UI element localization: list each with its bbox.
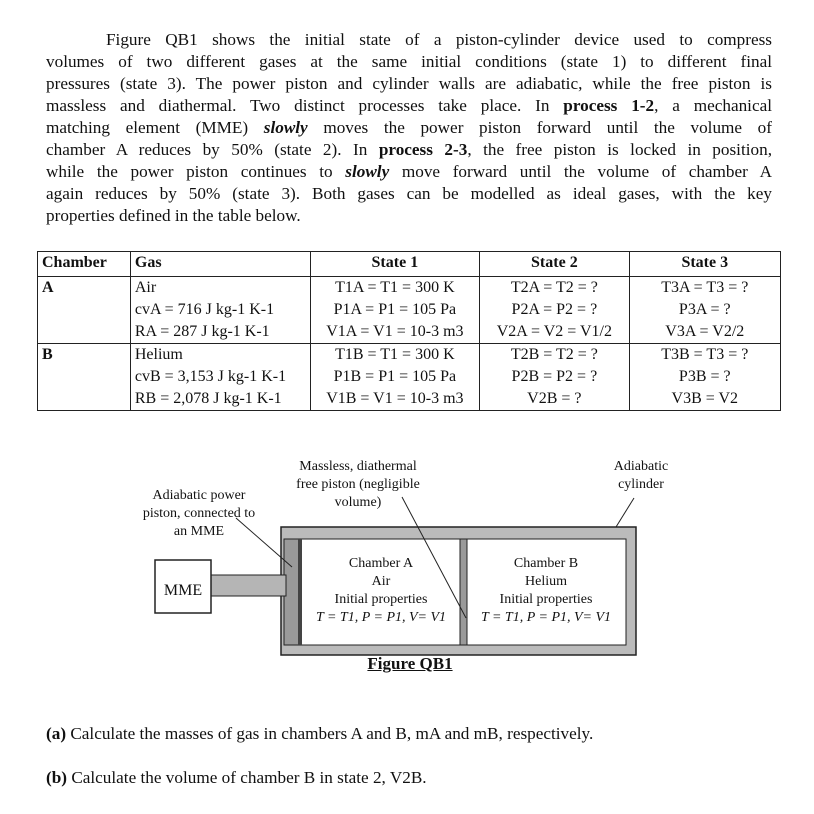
piston-rod [211,575,286,596]
paragraph-line-2: volumes of two different gases at the same initial conditions (state 1) to different final [46,52,772,71]
row-b-gas: Helium cvB = 3,153 J kg-1 K-1 RB = 2,078 J kg-1 K-1 [130,344,310,411]
power-piston-face [298,539,302,645]
chamber-a-text: Chamber A Air Initial properties T = T1, P = P1, V= V1 [315,556,447,625]
row-a-chamber: A [38,277,131,344]
header-state-2: State 2 [480,252,629,277]
row-b-state-1: T1B = T1 = 300 K P1B = P1 = 105 Pa V1B = V1 = 10-3 m3 [310,344,480,411]
chamber-b-text: Chamber B Helium Initial properties T = T1, P = P1, V= V1 [480,556,612,625]
paragraph-line-8: again reduces by 50% (state 3). Both gases can be modelled as ideal gases, with the key [46,184,772,203]
row-b-state-2: T2B = T2 = ? P2B = P2 = ? V2B = ? [480,344,629,411]
header-gas: Gas [130,252,310,277]
table-row [38,277,781,344]
free-piston [460,539,467,645]
row-a-gas: Air cvA = 716 J kg-1 K-1 RA = 287 J kg-1 K-1 [130,277,310,344]
table-row [38,344,781,411]
row-b-chamber: B [38,344,131,411]
mme-label: MME [163,582,203,599]
leader-cylinder [616,498,634,527]
row-b-state-3: T3B = T3 = ? P3B = ? V3B = V2 [629,344,780,411]
label-cylinder: Adiabatic cylinder [613,459,669,492]
header-state-1: State 1 [310,252,480,277]
paragraph-line-3: pressures (state 3). The power piston and cylinder walls are adiabatic, while the free piston is [46,74,772,93]
row-a-state-3: T3A = T3 = ? P3A = ? V3A = V2/2 [629,277,780,344]
figure-caption: Figure QB1 [367,654,453,673]
paragraph-line-7: while the power piston continues to slowly move forward until the volume of chamber A [46,162,772,181]
question-a: (a) Calculate the masses of gas in chambers A and B, mA and mB, respectively. [46,724,594,743]
label-free-piston: Massless, diathermal free piston (negligible volume) [296,459,420,510]
label-power-piston: Adiabatic power piston, connected to an MME [142,488,256,539]
paragraph-line-5: matching element (MME) slowly moves the power piston forward until the volume of [46,118,772,137]
table-header-row [38,252,781,277]
paragraph-line-4: massless and diathermal. Two distinct processes take place. In process 1-2, a mechanical [46,96,772,115]
header-chamber: Chamber [38,252,131,277]
row-a-state-2: T2A = T2 = ? P2A = P2 = ? V2A = V2 = V1/2 [480,277,629,344]
paragraph-line-1: Figure QB1 shows the initial state of a piston-cylinder device used to compress [106,30,772,49]
header-state-3: State 3 [629,252,780,277]
problem-paragraph [46,29,772,227]
paragraph-line-6: chamber A reduces by 50% (state 2). In process 2-3, the free piston is locked in position, [46,140,772,159]
figure-qb1 [0,450,814,690]
paragraph-line-9: properties defined in the table below. [46,206,301,225]
row-a-state-1: T1A = T1 = 300 K P1A = P1 = 105 Pa V1A = V1 = 10-3 m3 [310,277,480,344]
question-b: (b) Calculate the volume of chamber B in state 2, V2B. [46,768,427,787]
properties-table [37,251,781,411]
